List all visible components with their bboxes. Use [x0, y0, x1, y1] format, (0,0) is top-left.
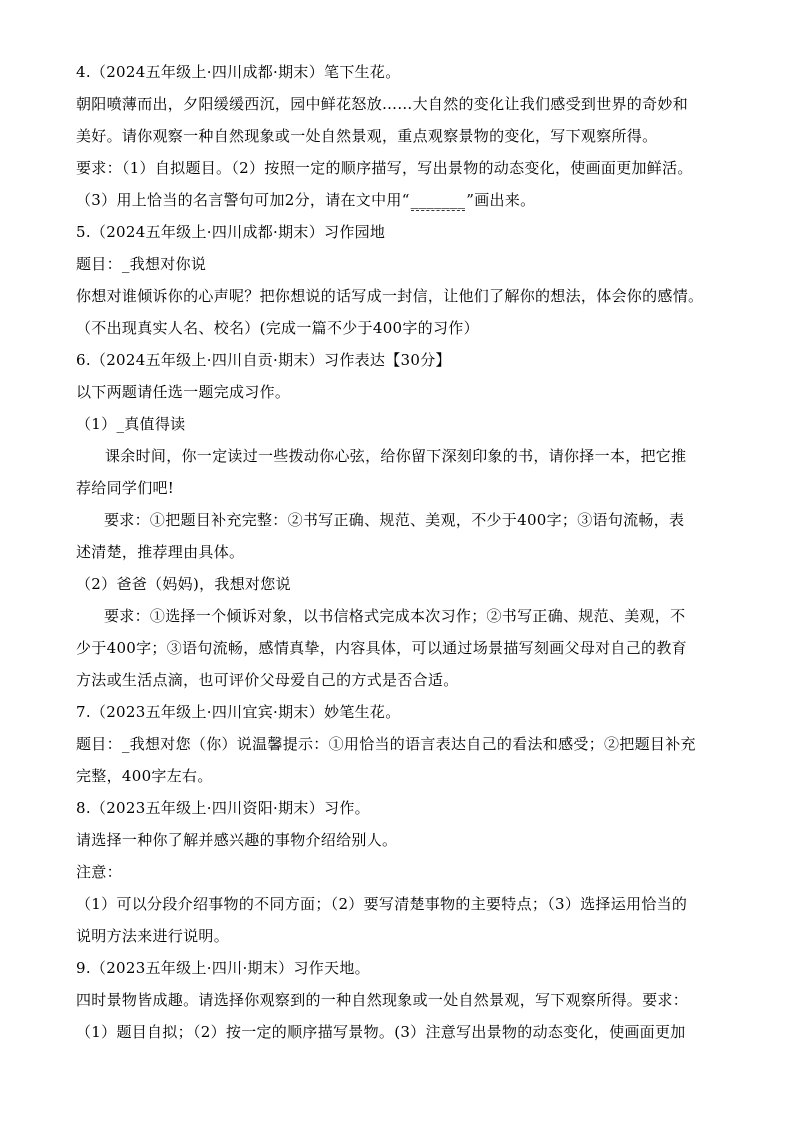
question-8-note-label: 注意： [76, 863, 122, 881]
question-9-heading: 9.（2023五年级上·四川·期末）习作天地。 [76, 959, 370, 977]
question-6-option-1-requirements: 述清楚，推荐理由具体。 [76, 543, 245, 561]
question-6-option-2-requirements: 要求：①选择一个倾诉对象，以书信格式完成本次习作；②书写正确、规范、美观，不 [104, 607, 686, 625]
question-8-note-text: （1）可以分段介绍事物的不同方面；（2）要写清楚事物的主要特点；（3）选择运用恰当的 [76, 895, 688, 913]
question-9-requirements: （1）题目自拟；（2）按一定的顺序描写景物。(3）注意写出景物的动态变化，使画面更加 [76, 1023, 686, 1041]
question-6-instruction: 以下两题请任选一题完成习作。 [76, 383, 291, 401]
question-5-text-line: 你想对谁倾诉你的心声呢？把你想说的话写成一封信，让他们了解你的想法，体会你的感情。 [76, 287, 704, 305]
question-7-text-line: 完整，400字左右。 [76, 767, 213, 785]
bonus-text-start: （3）用上恰当的名言警句可加2分，请在文中用“ [76, 191, 410, 209]
question-5-heading: 5.（2024五年级上·四川成都·期末）习作园地 [76, 223, 386, 241]
question-7-title: 题目：_我想对您（你）说温馨提示：①用恰当的语言表达自己的看法和感受；②把题目补充 [76, 735, 696, 753]
question-8-note-text: 说明方法来进行说明。 [76, 927, 230, 945]
question-6-option-2-title: （2）爸爸（妈妈)，我想对您说 [76, 575, 291, 593]
question-6-option-1-requirements: 要求：①把题目补充完整：②书写正确、规范、美观，不少于400字；③语句流畅，表 [104, 511, 685, 529]
question-7-heading: 7.（2023五年级上·四川宜宾·期末）妙笔生花。 [76, 703, 401, 721]
question-8-heading: 8.（2023五年级上·四川资阳·期末）习作。 [76, 799, 370, 817]
question-9-text-line: 四时景物皆成趣。请选择你观察到的一种自然现象或一处自然景观，写下观察所得。要求： [76, 991, 689, 1009]
question-6-heading: 6.（2024五年级上·四川自贡·期末）习作表达【30分】 [76, 351, 451, 369]
question-4-heading: 4.（2024五年级上·四川成都·期末）笔下生花。 [76, 63, 401, 81]
question-6-option-2-requirements: 少于400字；③语句流畅，感情真挚，内容具体，可以通过场景描写刻画父母对自己的教育 [76, 639, 687, 657]
question-4-text-line: 美好。请你观察一种自然现象或一处自然景观，重点观察景物的变化，写下观察所得。 [76, 127, 658, 145]
question-4-requirements: 要求：（1）自拟题目。（2）按照一定的顺序描写，写出景物的动态变化，使画面更加鲜活。 [76, 159, 693, 177]
question-8-text-line: 请选择一种你了解并感兴趣的事物介绍给别人。 [76, 831, 398, 849]
question-6-option-1-text: 荐给同学们吧! [76, 479, 175, 497]
question-4-text-line: 朝阳喷薄而出，夕阳缓缓西沉，园中鲜花怒放……大自然的变化让我们感受到世界的奇妙和 [76, 95, 689, 113]
underline-blank: _______ [410, 191, 466, 209]
question-4-requirements-bonus [76, 190, 535, 210]
question-5-text-line: （不出现真实人名、校名）(完成一篇不少于400字的习作） [76, 319, 479, 337]
question-6-option-2-requirements: 方法或生活点滴，也可评价父母爱自己的方式是否合适。 [76, 671, 459, 689]
bonus-text-end: ”画出来。 [466, 191, 536, 209]
question-6-option-1-text: 课余时间，你一定读过一些拨动你心弦，给你留下深刻印象的书，请你择一本，把它推 [105, 447, 687, 465]
question-5-title: 题目：_我想对你说 [76, 255, 207, 273]
question-6-option-1-title: （1）_真值得读 [76, 415, 186, 433]
